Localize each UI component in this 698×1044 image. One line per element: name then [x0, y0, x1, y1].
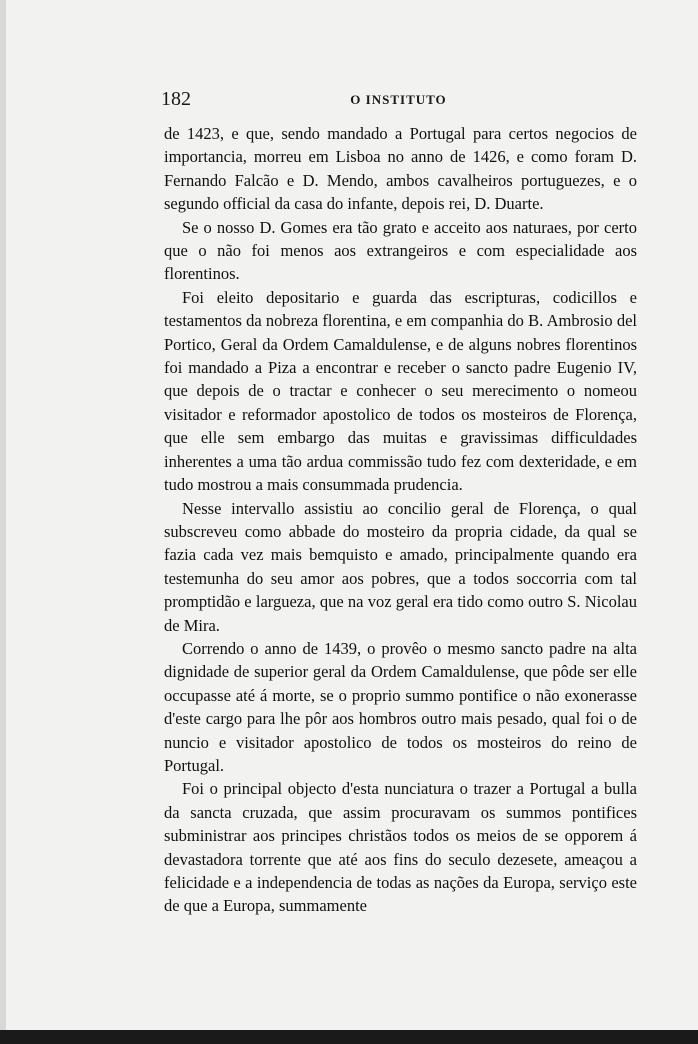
paragraph-4: Nesse intervallo assistiu ao concilio geral de Florença, o qual subscreveu como abbade do mosteiro da propria cidade, da qual se fazia cada vez mais bemquisto e amado, principalmente quando era testemunha do seu amor aos pobres, que a todos soccorria com tal promptidão e largueza, que na voz geral era tido como outro S. Nicolau de Mira.: [164, 498, 637, 635]
paragraph-5: Correndo o anno de 1439, o provêo o mesmo sancto padre na alta dignidade de superior geral da Ordem Camaldulense, que pôde ser elle occupasse até á morte, se o proprio summo pontifice o não exonerasse d'este cargo para lhe pôr aos hombros outro mais pesado, qual foi o de nuncio e visitador apostolico de todos os mosteiros do reino de Portugal.: [164, 638, 637, 775]
paragraph-6: Foi o principal objecto d'esta nunciatura o trazer a Portugal a bulla da sancta cruzada, que assim procuravam os summos pontifices subministrar aos principes christãos todos os meios de se opporem á devastadora torrente que até aos fins do seculo dezesete, ameaçou a felicidade e a independencia de todas as nações da Europa, serviço este de que a Europa, summamente: [164, 779, 637, 916]
page-number: 182: [161, 88, 191, 110]
paragraph-2: Se o nosso D. Gomes era tão grato e acceito aos naturaes, por certo que o não foi menos aos extrangeiros e com especialidade aos florentinos.: [164, 217, 637, 284]
paragraph-1: de 1423, e que, sendo mandado a Portugal para certos negocios de importancia, morreu em Lisboa no anno de 1426, e como foram D. Fernando Falcão e D. Mendo, ambos cavalheiros portuguezes, e o segundo official da casa do infante, depois rei, D. Duarte.: [164, 124, 637, 214]
paragraph-3: Foi eleito depositario e guarda das escripturas, codicillos e testamentos da nobreza florentina, e em companhia do B. Ambrosio del Portico, Geral da Ordem Camaldulense, e de alguns nobres florentinos foi mandado a Piza a encontrar e receber o sancto padre Eugenio IV, que depois de o tractar e conhecer o seu merecimento o nomeou visitador e reformador apostolico de todos os mosteiros de Florença, que elle sem embargo das muitas e gravissimas difficuldades inherentes a uma tão ardua commissão tudo fez com dexteridade, e em tudo mostrou a mais consummada prudencia.: [164, 287, 637, 495]
page-header: [161, 88, 636, 114]
running-title: O INSTITUTO: [350, 92, 447, 107]
scan-bottom-edge: [0, 1030, 698, 1044]
body-text: [164, 122, 637, 918]
